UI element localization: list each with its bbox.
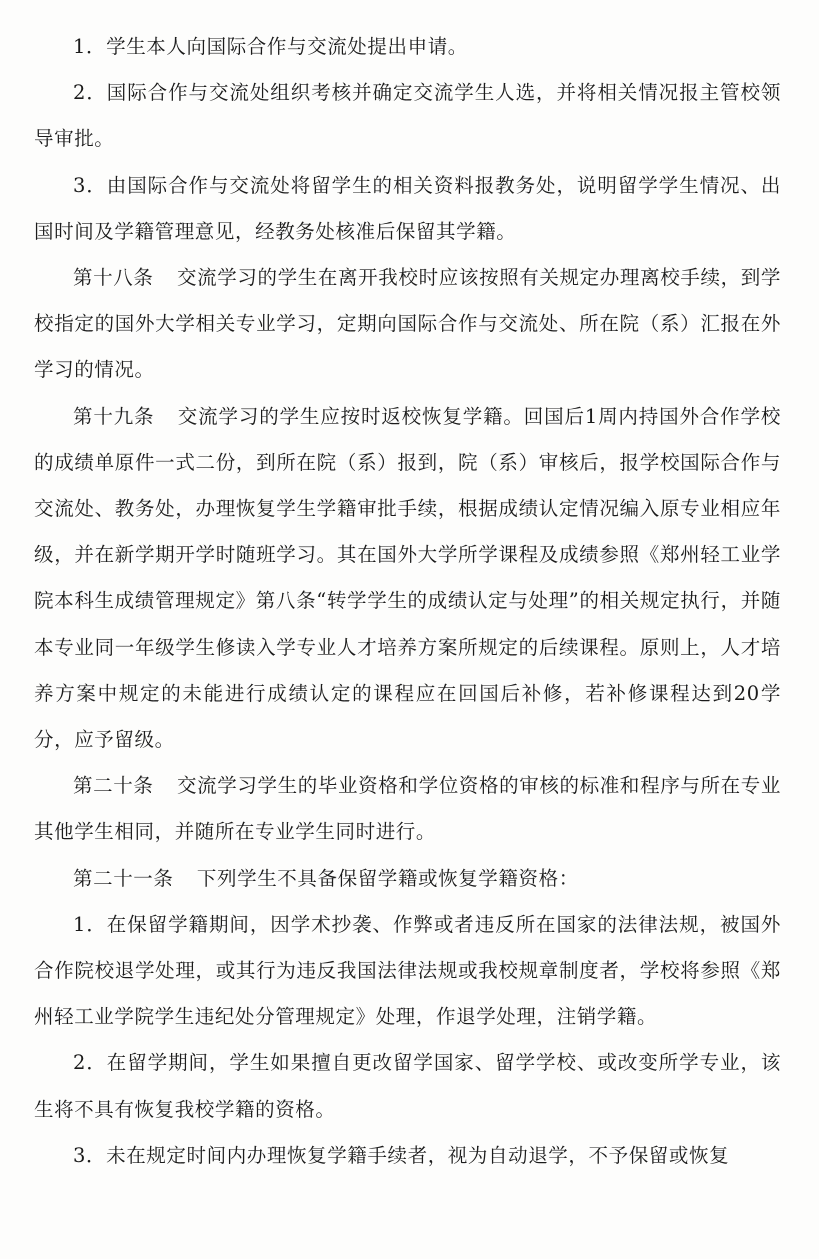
article-21 — [34, 856, 781, 902]
paragraph-text: 交流学习的学生应按时返校恢复学籍。回国后1周内持国外合作学校的成绩单原件一式二份，到所在院（系）报到，院（系）审核后，报学校国际合作与交流处、教务处，办理恢复学生学籍审批手续，根据成绩认定情况编入原专业相应年级，并在新学期开学时随班学习。其在国外大学所学课程及成绩参照《郑州轻工业学院本科生成绩管理规定》第八条“转学学生的成绩认定与处理”的相关规定执行，并随本专业同一年级学生修读入学专业人才培养方案所规定的后续课程。原则上，人才培养方案中规定的未能进行成绩认定的课程应在回国后补修，若补修课程达到20学分，应予留级。 — [34, 404, 781, 752]
paragraph-3 — [34, 163, 781, 255]
paragraph-1 — [34, 24, 781, 70]
paragraph-text: 3．由国际合作与交流处将留学生的相关资料报教务处，说明留学学生情况、出国时间及学籍管理意见，经教务处核准后保留其学籍。 — [34, 173, 781, 243]
article-heading: 第二十一条 — [73, 866, 174, 890]
paragraph-text: 1．在保留学籍期间，因学术抄袭、作弊或者违反所在国家的法律法规，被国外合作院校退学处理，或其行为违反我国法律法规或我校规章制度者，学校将参照《郑州轻工业学院学生违纪处分管理规定》处理，作退学处理，注销学籍。 — [34, 912, 781, 1029]
article-heading: 第十九条 — [73, 404, 155, 428]
paragraph-text: 3．未在规定时间内办理恢复学籍手续者，视为自动退学，不予保留或恢复 — [73, 1143, 730, 1167]
paragraph-text: 1．学生本人向国际合作与交流处提出申请。 — [73, 35, 468, 58]
paragraph-text: 交流学习学生的毕业资格和学位资格的审核的标准和程序与所在专业其他学生相同，并随所在专业学生同时进行。 — [34, 774, 781, 844]
paragraph-text: 2．国际合作与交流处组织考核并确定交流学生人选，并将相关情况报主管校领导审批。 — [34, 81, 781, 151]
article-18 — [34, 255, 781, 394]
paragraph-text: 交流学习的学生在离开我校时应该按照有关规定办理离校手续，到学校指定的国外大学相关专业学习，定期向国际合作与交流处、所在院（系）汇报在外学习的情况。 — [34, 266, 781, 382]
paragraph-item-2 — [34, 1040, 781, 1132]
article-heading: 第十八条 — [73, 266, 154, 290]
paragraph-text: 2．在留学期间，学生如果擅自更改留学国家、留学学校、或改变所学专业，该生将不具有恢复我校学籍的资格。 — [34, 1051, 781, 1121]
paragraph-2 — [34, 70, 781, 162]
article-19 — [34, 394, 781, 764]
paragraph-item-3 — [34, 1133, 781, 1179]
paragraph-item-1 — [34, 902, 781, 1041]
article-heading: 第二十条 — [73, 774, 154, 798]
article-20 — [34, 763, 781, 855]
paragraph-text: 下列学生不具备保留学籍或恢复学籍资格： — [196, 866, 579, 890]
